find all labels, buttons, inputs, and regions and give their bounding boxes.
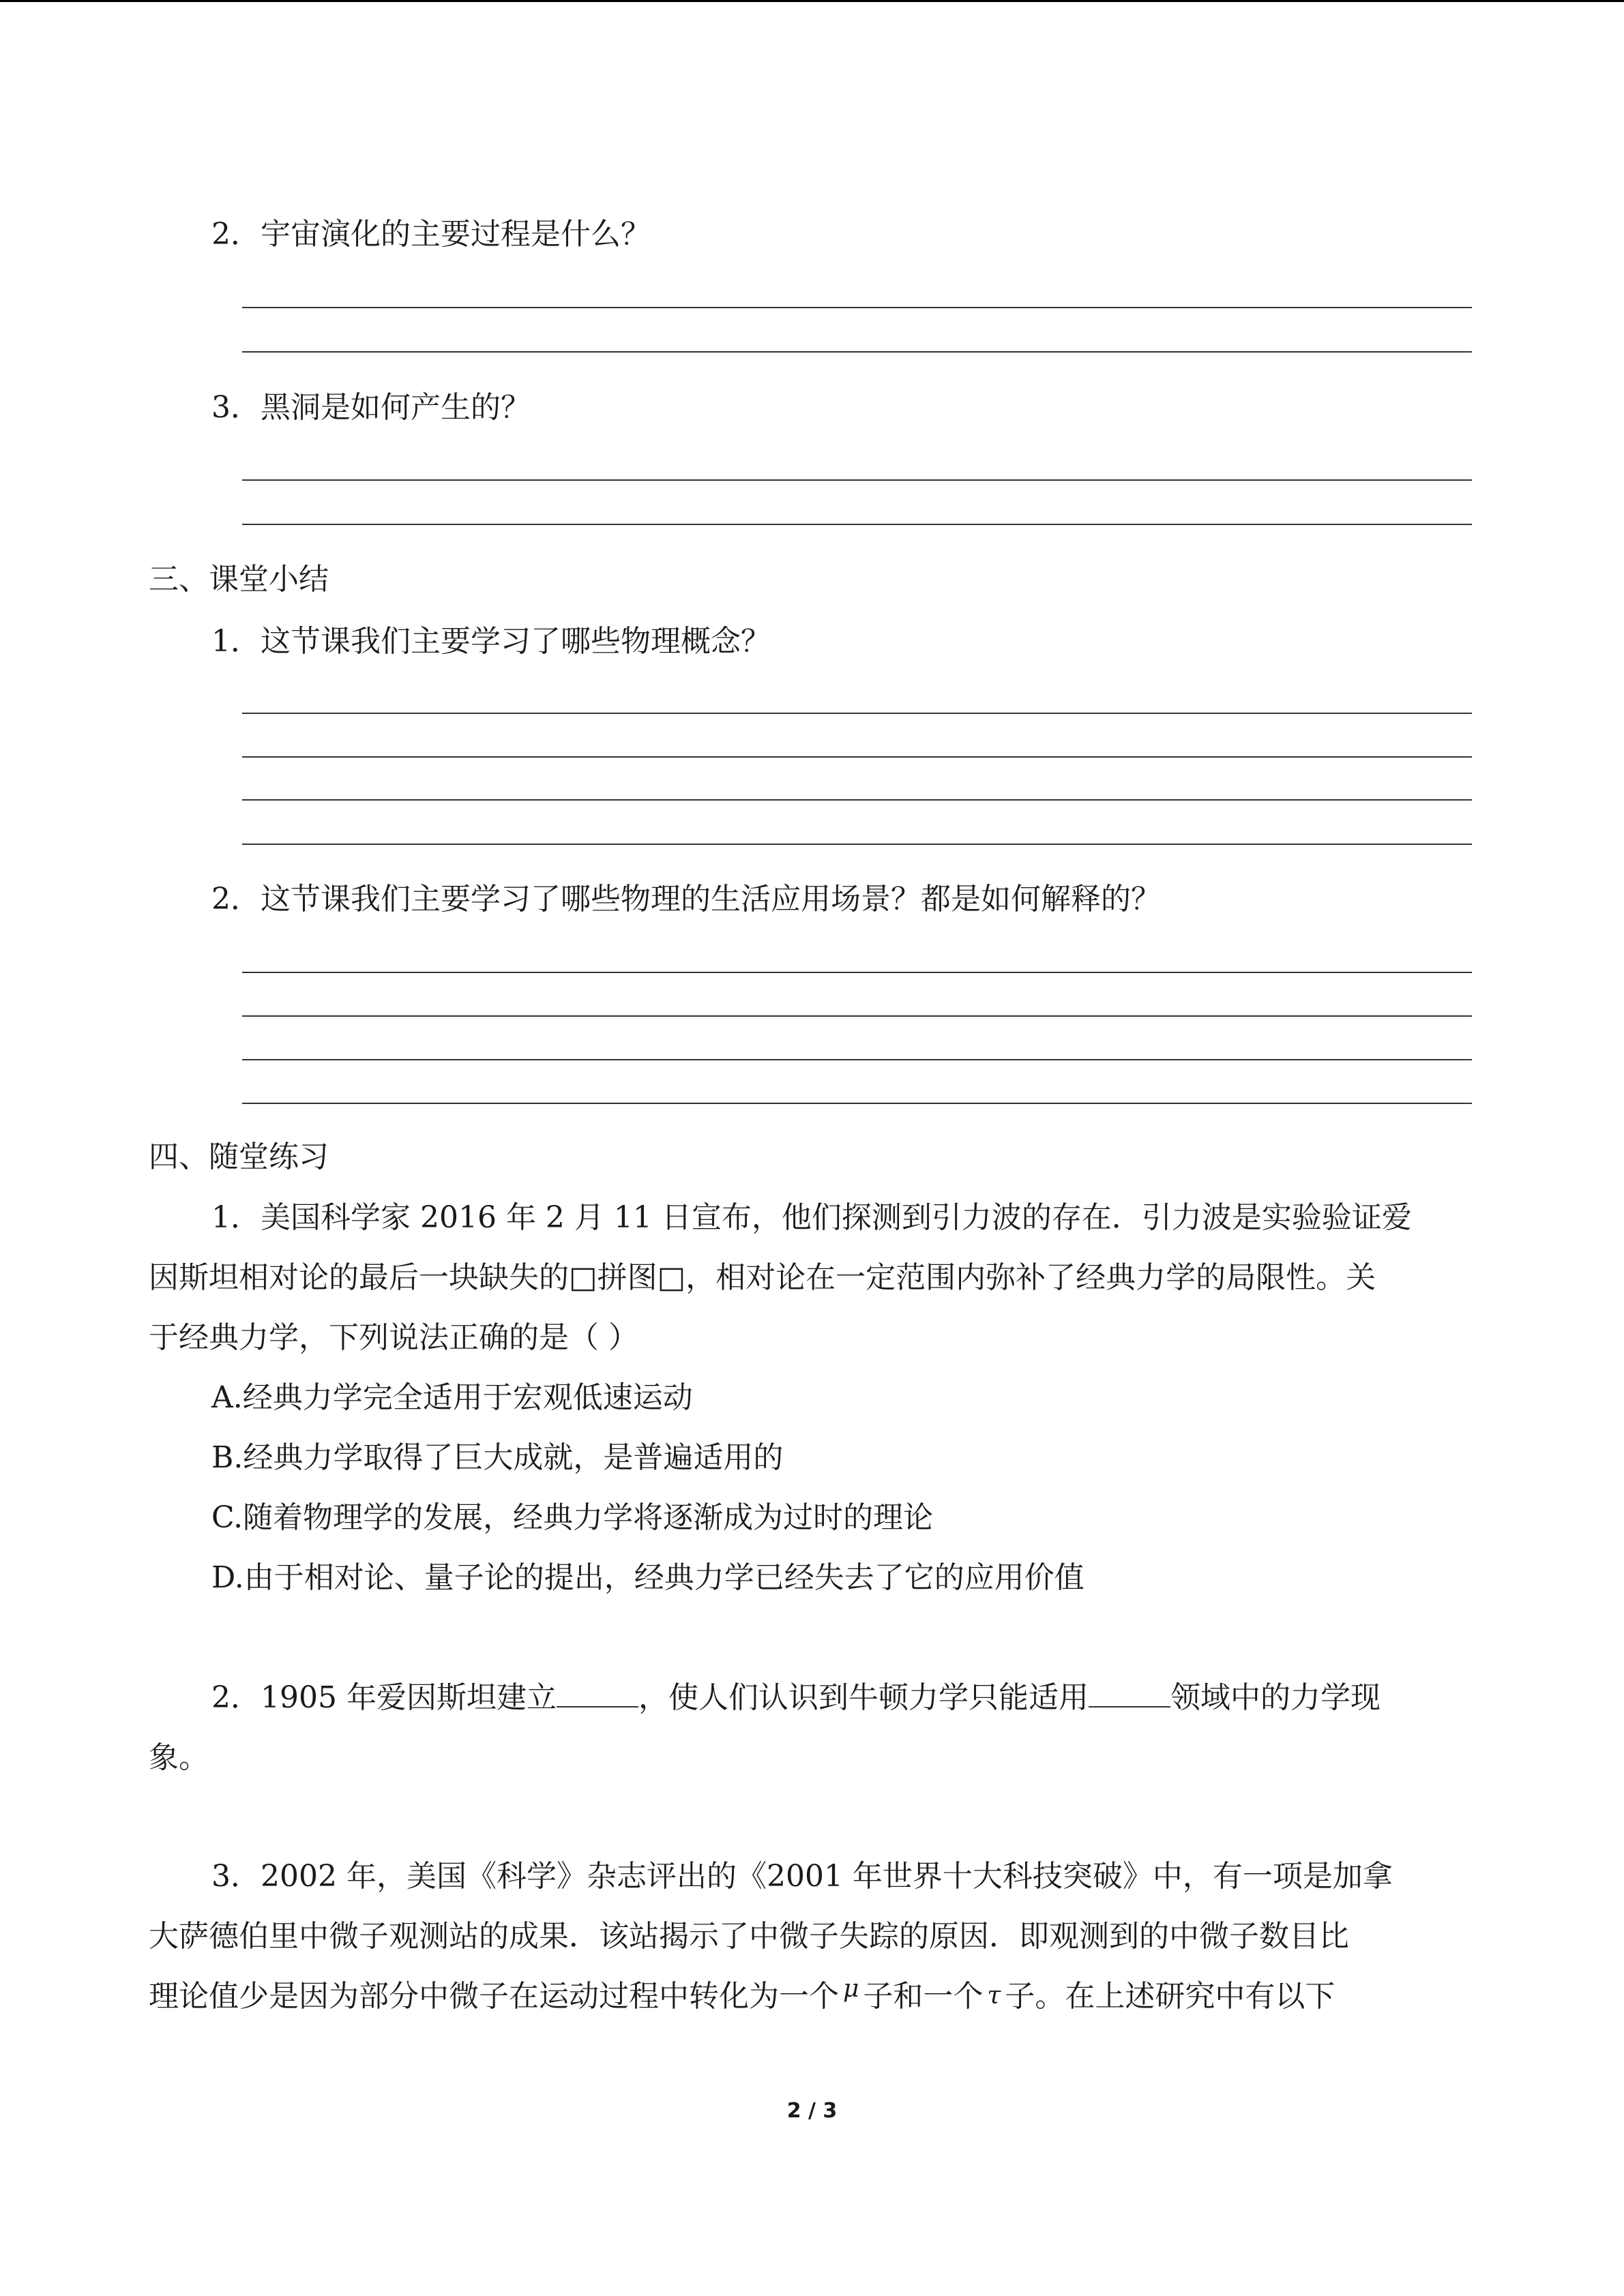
fill-in-blank-1[interactable] <box>557 1679 638 1708</box>
question-3-black-hole: 3．黑洞是如何产生的？ <box>211 390 531 425</box>
answer-line <box>242 351 1472 353</box>
exercise-1-option-a: A.经典力学完全适用于宏观低速运动 <box>211 1380 693 1415</box>
mu-symbol: μ <box>843 1975 859 2003</box>
exercise-2-text-part-1: 2．1905 年爱因斯坦建立 <box>211 1680 557 1715</box>
exercise-1-line-1: 1．美国科学家 2016 年 2 月 11 日宣布，他们探测到引力波的存在．引力波是实验验证爱 <box>211 1200 1412 1235</box>
exercise-3-line-2: 大萨德伯里中微子观测站的成果．该站揭示了中微子失踪的原因．即观测到的中微子数目比 <box>149 1919 1349 1954</box>
exercise-1-option-d: D.由于相对论、量子论的提出，经典力学已经失去了它的应用价值 <box>211 1560 1084 1595</box>
exercise-2-text-part-3: 领域中的力学现 <box>1170 1680 1381 1715</box>
exercise-1-option-b: B.经典力学取得了巨大成就，是普遍适用的 <box>211 1440 784 1475</box>
tau-symbol: τ <box>987 1982 1001 2010</box>
summary-question-1: 1．这节课我们主要学习了哪些物理概念？ <box>211 624 771 659</box>
question-2-universe-evolution: 2．宇宙演化的主要过程是什么？ <box>211 217 651 252</box>
answer-line <box>242 1015 1472 1017</box>
exercise-3-text-c: 子。在上述研究中有以下 <box>1005 1979 1335 2014</box>
exercise-3-line-3 <box>149 1976 1335 2019</box>
answer-line <box>242 479 1472 481</box>
exercise-2-line-1 <box>211 1678 1381 1718</box>
exercise-3-line-1: 3．2002 年，美国《科学》杂志评出的《2001 年世界十大科技突破》中，有一项是加拿 <box>211 1859 1393 1894</box>
answer-line <box>242 1103 1472 1104</box>
exercise-3-text-b: 子和一个 <box>863 1979 984 2014</box>
exercise-1-line-3: 于经典力学，下列说法正确的是（ ） <box>149 1320 638 1355</box>
exercise-3-text-a: 理论值少是因为部分中微子在运动过程中转化为一个 <box>149 1979 839 2014</box>
page-number: 2 / 3 <box>786 2099 838 2123</box>
answer-line <box>242 713 1472 714</box>
answer-line <box>242 524 1472 525</box>
exercise-1-option-c: C.随着物理学的发展，经典力学将逐渐成为过时的理论 <box>211 1500 934 1535</box>
answer-line <box>242 307 1472 308</box>
section-3-heading: 三、课堂小结 <box>149 562 329 597</box>
fill-in-blank-2[interactable] <box>1089 1679 1170 1708</box>
page-top-border <box>0 0 1624 2</box>
exercise-1-line-2: 因斯坦相对论的最后一块缺失的□拼图□，相对论在一定范围内弥补了经典力学的局限性。关 <box>149 1260 1376 1295</box>
summary-question-2: 2．这节课我们主要学习了哪些物理的生活应用场景？都是如何解释的？ <box>211 882 1161 916</box>
exercise-2-line-2: 象。 <box>149 1740 209 1775</box>
section-4-heading: 四、随堂练习 <box>149 1139 329 1174</box>
answer-line <box>242 756 1472 758</box>
answer-line <box>242 844 1472 845</box>
answer-line <box>242 1059 1472 1060</box>
answer-line <box>242 972 1472 973</box>
exercise-2-text-part-2: ，使人们认识到牛顿力学只能适用 <box>638 1680 1089 1715</box>
answer-line <box>242 799 1472 801</box>
